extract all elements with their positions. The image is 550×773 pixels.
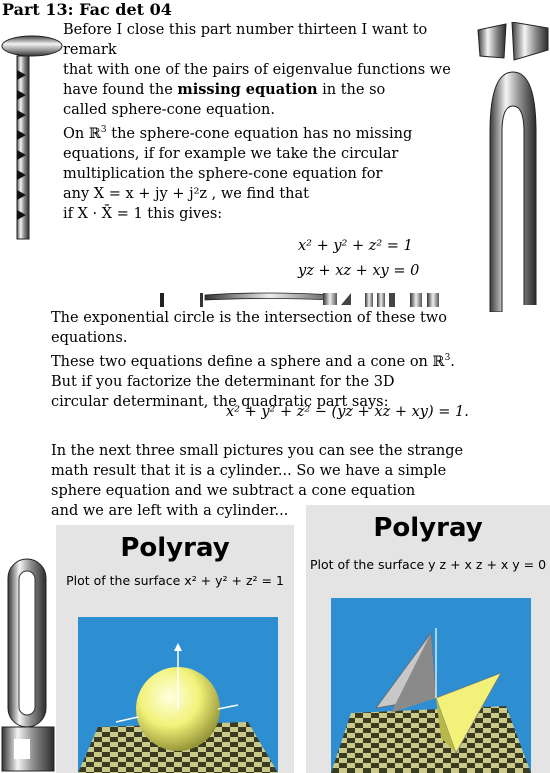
real-numbers-symbol: ℝ <box>432 353 445 370</box>
superscript: 3 <box>100 125 107 135</box>
intro-line <box>63 80 483 100</box>
decorative-chrome-ring-left-bottom <box>0 555 56 773</box>
panel-title: Polyray <box>373 513 483 543</box>
paragraph-line: equations, if for example we take the circular <box>63 145 399 162</box>
text-fragment: the sphere-cone equation has no missing <box>106 125 413 142</box>
panel-title: Polyray <box>120 533 230 563</box>
paragraph-line: and we are left with a cylinder... <box>51 503 289 519</box>
page-title: Part 13: Fac det 04 <box>2 0 172 19</box>
intro-paragraph <box>63 20 483 120</box>
paragraph-line: math result that it is a cylinder... So we have a simple <box>51 463 447 479</box>
decorative-chrome-bar-right <box>520 305 550 505</box>
paragraph-line: multiplication the sphere-cone equation for <box>63 165 383 182</box>
cone-render-graphic <box>331 598 531 773</box>
exponential-circle-paragraph <box>51 308 521 412</box>
emphasis-missing-equation: missing equation <box>177 81 318 98</box>
sphere-render-graphic <box>78 617 278 773</box>
text-fragment: . <box>450 353 455 370</box>
text-fragment: On <box>63 125 89 142</box>
text-fragment: in the so <box>317 82 386 98</box>
superscript: 3 <box>444 353 451 363</box>
polyray-panel-cone <box>306 505 550 773</box>
panel-caption: Plot of the surface x² + y² + z² = 1 <box>66 573 284 588</box>
real-numbers-symbol: ℝ <box>88 125 101 142</box>
paragraph-line: if X · X̄ = 1 this gives: <box>63 205 223 222</box>
text-fragment: have found the <box>63 82 178 98</box>
intro-line: called sphere-cone equation. <box>63 102 275 118</box>
paragraph-line: sphere equation and we subtract a cone equation <box>51 483 416 499</box>
intro-line: Before I close this part number thirteen I want to remark <box>63 22 428 58</box>
cone-render-image <box>331 598 531 773</box>
decorative-chrome-column-left-top <box>0 20 64 245</box>
sphere-render-image <box>78 617 278 773</box>
paragraph-line: The exponential circle is the intersection of these two equations. <box>51 310 447 346</box>
paragraph-line <box>51 348 521 372</box>
equation-sphere: x² + y² + z² = 1 <box>298 238 413 254</box>
paragraph-line: In the next three small pictures you can see the strange <box>51 443 464 459</box>
intro-line: that with one of the pairs of eigenvalue functions we <box>63 62 451 78</box>
polyray-panel-sphere <box>56 525 294 773</box>
text-fragment: These two equations define a sphere and a cone on <box>51 353 433 370</box>
equation-cone: yz + xz + xy = 0 <box>298 263 420 279</box>
paragraph-line: But if you factorize the determinant for the 3D <box>51 373 395 390</box>
equation-cylinder: x² + y² + z² − (yz + xz + xy) = 1. <box>226 404 469 420</box>
sphere-cone-paragraph <box>63 120 483 224</box>
paragraph-line <box>63 120 483 144</box>
panel-caption: Plot of the surface y z + x z + x y = 0 <box>309 557 547 572</box>
decorative-chrome-arch-right <box>476 22 550 312</box>
decorative-chrome-strip <box>155 291 455 307</box>
paragraph-line: any X = x + jy + j²z , we find that <box>63 185 309 202</box>
paragraph-line: circular determinant, the quadratic part says: <box>51 393 389 410</box>
